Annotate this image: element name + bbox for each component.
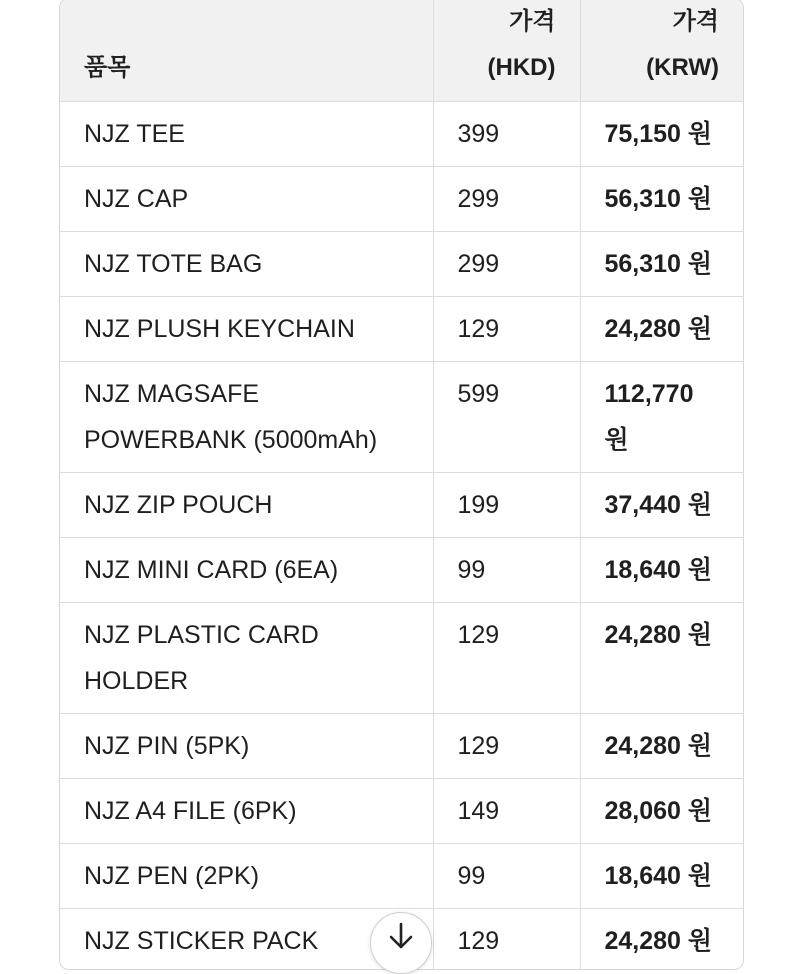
price-hkd-cell: 129 (433, 603, 580, 714)
table-row (60, 779, 743, 844)
table-row (60, 297, 743, 362)
table-header (60, 0, 743, 102)
price-hkd-cell: 99 (433, 538, 580, 603)
price-krw-cell: 56,310 원 (580, 167, 743, 232)
price-krw-cell: 18,640 원 (580, 538, 743, 603)
price-hkd-cell: 129 (433, 297, 580, 362)
item-name-cell: NJZ ZIP POUCH (60, 473, 433, 538)
table-row (60, 362, 743, 473)
price-hkd-cell: 299 (433, 167, 580, 232)
price-krw-cell: 24,280 원 (580, 297, 743, 362)
item-name-cell: NJZ TOTE BAG (60, 232, 433, 297)
item-name-cell: NJZ TEE (60, 102, 433, 167)
table-row (60, 714, 743, 779)
header-item: 품목 (60, 0, 433, 102)
price-hkd-cell: 199 (433, 473, 580, 538)
price-krw-cell: 24,280 원 (580, 714, 743, 779)
header-row (60, 0, 743, 102)
price-table (60, 0, 743, 970)
table-row (60, 167, 743, 232)
item-name-cell: NJZ MAGSAFE POWERBANK (5000mAh) (60, 362, 433, 473)
price-krw-cell: 18,640 원 (580, 844, 743, 909)
item-name-cell: NJZ PEN (2PK) (60, 844, 433, 909)
price-table-container (59, 0, 744, 970)
price-hkd-cell: 399 (433, 102, 580, 167)
price-hkd-cell: 299 (433, 232, 580, 297)
price-hkd-cell: 129 (433, 909, 580, 971)
header-price-hkd: 가격 (HKD) (433, 0, 580, 102)
item-name-cell: NJZ PLUSH KEYCHAIN (60, 297, 433, 362)
table-row (60, 538, 743, 603)
price-krw-cell: 24,280 원 (580, 603, 743, 714)
table-body (60, 102, 743, 971)
table-row (60, 473, 743, 538)
item-name-cell: NJZ MINI CARD (6EA) (60, 538, 433, 603)
price-hkd-cell: 149 (433, 779, 580, 844)
price-krw-cell: 75,150 원 (580, 102, 743, 167)
price-krw-cell: 112,770 원 (580, 362, 743, 473)
price-krw-cell: 28,060 원 (580, 779, 743, 844)
table-row (60, 844, 743, 909)
table-row (60, 603, 743, 714)
scroll-down-button[interactable] (370, 912, 432, 974)
header-price-krw: 가격 (KRW) (580, 0, 743, 102)
table-row (60, 102, 743, 167)
item-name-cell: NJZ PIN (5PK) (60, 714, 433, 779)
price-hkd-cell: 129 (433, 714, 580, 779)
price-hkd-cell: 599 (433, 362, 580, 473)
item-name-cell: NJZ A4 FILE (6PK) (60, 779, 433, 844)
item-name-cell: NJZ PLASTIC CARD HOLDER (60, 603, 433, 714)
arrow-down-icon (388, 921, 414, 951)
price-krw-cell: 56,310 원 (580, 232, 743, 297)
item-name-cell: NJZ STICKER PACK (60, 909, 433, 971)
price-hkd-cell: 99 (433, 844, 580, 909)
price-krw-cell: 37,440 원 (580, 473, 743, 538)
item-name-cell: NJZ CAP (60, 167, 433, 232)
table-row (60, 232, 743, 297)
price-krw-cell: 24,280 원 (580, 909, 743, 971)
